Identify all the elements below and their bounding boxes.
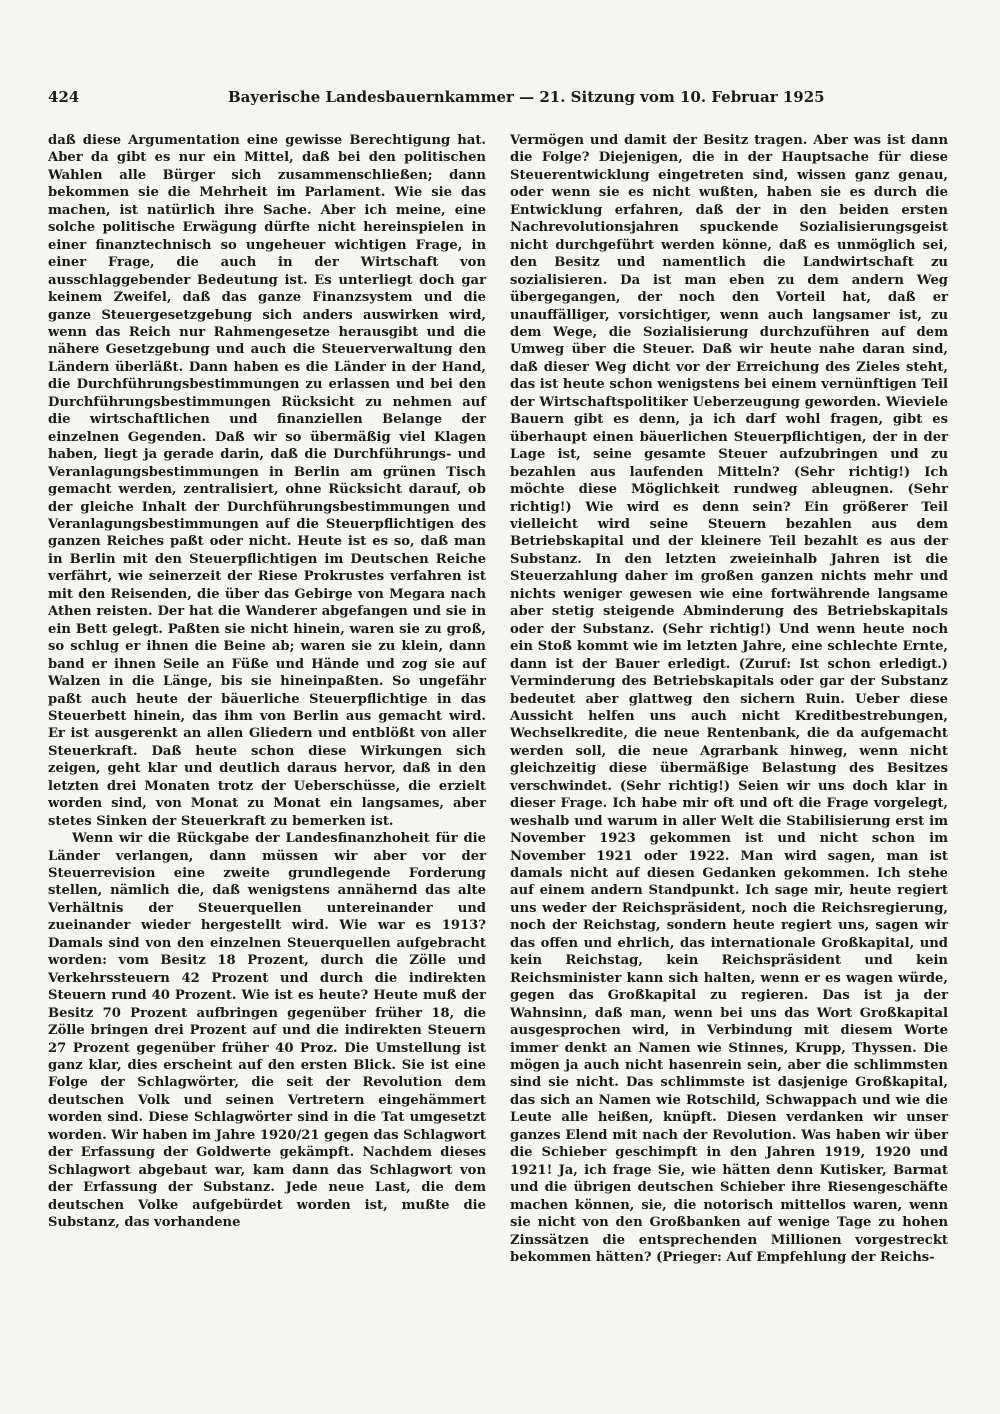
page-header: [48, 88, 825, 110]
paragraph: Wenn wir die Rückgabe der Landesfinanzhoheit für die Länder verlangen, dann müssen wir aber vor der Steuerrevision eine zweite grundlegende Forderung stellen, nämlich die, daß wenigstens annähernd das alte Verhältnis der Steuerquellen untereinander und zueinander wieder hergestellt wird. Wie war es 1913? Damals sind von den einzelnen Steuerquellen aufgebracht worden: vom Besitz 18 Prozent, durch die Zölle und Verkehrssteuern 42 Prozent und durch die indirekten Steuern rund 40 Prozent. Wie ist es heute? Heute muß der Besitz 70 Prozent aufbringen gegenüber früher 18, die Zölle bringen drei Prozent auf und die indirekten Steuern 27 Prozent gegenüber früher 40 Proz. Die Umstellung ist ganz klar, dies erscheint auf den ersten Blick. Sie ist eine Folge der Schlagwörter, die seit der Revolution dem deutschen Volk und seinen Vertretern eingehämmert worden sind. Diese Schlagwörter sind in die Tat umgesetzt worden. Wir haben im Jahre 1920/21 gegen das Schlagwort der Erfassung der Goldwerte gekämpft. Nachdem dieses Schlagwort abgebaut war, kam dann das Schlagwort von der Erfassung der Substanz. Jede neue Last, die dem deutschen Volke aufgebürdet worden ist, mußte die Substanz, das vorhandene: [48, 831, 486, 1231]
page-number: 424: [48, 88, 80, 106]
paragraph: Vermögen und damit der Besitz tragen. Aber was ist dann die Folge? Diejenigen, die in der Hauptsache für diese Steuerentwicklung eingetreten sind, wissen ganz genau, oder wenn sie es nicht wußten, haben sie es durch die Entwicklung erfahren, daß der in den beiden ersten Nachrevolutionsjahren spuckende Sozialisierungsgeist nicht durchgeführt werden könne, daß es unmöglich sei, den Besitz und namentlich die Landwirtschaft zu sozialisieren. Da ist man eben zu dem andern Weg übergegangen, der noch den Vorteil hat, daß er unauffälliger, vorsichtiger, wenn auch langsamer ist, zu dem Wege, die Sozialisierung durchzuführen auf dem Umweg über die Steuer. Daß wir heute nahe daran sind, daß dieser Weg dicht vor der Erreichung des Zieles steht, das ist heute schon wenigstens bei einem vernünftigen Teil der Wirtschaftspolitiker Ueberzeugung geworden. Wieviele Bauern gibt es denn, ja ich darf wohl fragen, gibt es überhaupt einen bäuerlichen Steuerpflichtigen, der in der Lage ist, seine gesamte Steuer aufzubringen und zu bezahlen aus laufenden Mitteln? (Sehr richtig!) Ich möchte diese Möglichkeit rundweg ableugnen. (Sehr richtig!) Wie wird es denn sein? Ein größerer Teil vielleicht wird seine Steuern bezahlen aus dem Betriebskapital und der kleinere Teil bezahlt es aus der Substanz. In den letzten zweieinhalb Jahren ist die Steuerzahlung daher im großen ganzen nichts mehr und nichts weniger gewesen wie eine fortwährende langsame aber stetig steigende Abminderung des Betriebskapitals oder der Substanz. (Sehr richtig!) Und wenn heute noch ein Stoß kommt wie im letzten Jahre, eine schlechte Ernte, dann ist der Bauer erledigt. (Zuruf: Ist schon erledigt.) Verminderung des Betriebskapitals oder gar der Substanz bedeutet aber glattweg den sichern Ruin. Ueber diese Aussicht helfen uns auch nicht Kreditbestrebungen, Wechselkredite, die neue Rentenbank, die da aufgemacht werden soll, die neue Agrarbank hinweg, wenn nicht gleichzeitig diese übermäßige Belastung des Besitzes verschwindet. (Sehr richtig!) Seien wir uns doch klar in dieser Frage. Ich habe mir oft und oft die Frage vorgelegt, weshalb und warum in aller Welt die Stabilisierung erst im November 1923 gekommen ist und nicht schon im November 1921 oder 1922. Man wird sagen, man ist damals nicht auf diesen Gedanken gekommen. Ich stehe auf einem andern Standpunkt. Ich sage mir, heute regiert uns weder der Reichspräsident, noch die Reichsregierung, noch der Reichstag, sondern heute regiert uns, sagen wir das offen und ehrlich, das internationale Großkapital, und kein Reichstag, kein Reichspräsident und kein Reichsminister kann sich halten, wenn er es wagen würde, gegen das Großkapital zu regieren. Das ist ja der Wahnsinn, daß man, wenn bei uns das Wort Großkapital ausgesprochen wird, in Verbindung mit diesem Worte immer denkt an Namen wie Stinnes, Krupp, Thyssen. Die mögen ja auch nicht hasenrein sein, aber die schlimmsten sind sie nicht. Das schlimmste ist dasjenige Großkapital, das sich an Namen wie Rotschild, Schwappach und wie die Leute alle heißen, knüpft. Diesen verdanken wir unser ganzes Elend mit nach der Revolution. Was haben wir über die Schieber geschimpft in den Jahren 1919, 1920 und 1921! Ja, ich frage Sie, wie hätten denn Kutisker, Barmat und die übrigen deutschen Schieber ihre Riesengeschäfte machen können, sie, die notorisch mittellos waren, wenn sie nicht von den Großbanken auf wenige Tage zu hohen Zinssätzen die entsprechenden Millionen vorgestreckt bekommen hätten? (Prieger: Auf Empfehlung der Reichs-: [510, 133, 948, 1265]
left-column: [48, 132, 486, 1232]
paragraph: daß diese Argumentation eine gewisse Berechtigung hat. Aber da gibt es nur ein Mittel, daß bei den politischen Wahlen alle Bürger sich zusammenschließen; dann bekommen sie die Mehrheit im Parlament. Wie sie das machen, ist natürlich ihre Sache. Aber ich meine, eine solche politische Erwägung dürfte nicht hereinspielen in einer finanztechnisch so ungeheuer wichtigen Frage, in einer Frage, die auch in der Wirtschaft von ausschlaggebender Bedeutung ist. Es unterliegt doch gar keinem Zweifel, daß das ganze Finanzsystem und die ganze Steuergesetzgebung sich anders auswirken wird, wenn das Reich nur Rahmengesetze herausgibt und die nähere Gesetzgebung und auch die Steuerverwaltung den Ländern überläßt. Dann haben es die Länder in der Hand, die Durchführungsbestimmungen zu erlassen und bei den Durchführungsbestimmungen Rücksicht zu nehmen auf die wirtschaftlichen und finanziellen Belange der einzelnen Gegenden. Daß wir so übermäßig viel Klagen haben, liegt ja gerade darin, daß die Durchführungs- und Veranlagungsbestimmungen in Berlin am grünen Tisch gemacht werden, zentralisiert, ohne Rücksicht darauf, ob der gleiche Inhalt der Durchführungsbestimmungen und Veranlagungsbestimmungen auf die Steuerpflichtigen des ganzen Reiches paßt oder nicht. Heute ist es so, daß man in Berlin mit den Steuerpflichtigen im Deutschen Reiche verfährt, wie seinerzeit der Riese Prokrustes verfahren ist mit den Reisenden, die über das Gebirge von Megara nach Athen reisten. Der hat die Wanderer abgefangen und sie in ein Bett gelegt. Paßten sie nicht hinein, waren sie zu groß, so schlug er ihnen die Beine ab; waren sie zu klein, dann band er ihnen Seile an Füße und Hände und zog sie auf Walzen in die Länge, bis sie hineinpaßten. So ungefähr paßt auch heute der bäuerliche Steuerpflichtige in das Steuerbett hinein, das ihm von Berlin aus gemacht wird. Er ist ausgerenkt an allen Gliedern und entblößt von aller Steuerkraft. Daß heute schon diese Wirkungen sich zeigen, geht klar und deutlich daraus hervor, daß in den letzten drei Monaten trotz der Ueberschüsse, die erzielt worden sind, von Monat zu Monat ein langsames, aber stetes Sinken der Steuerkraft zu bemerken ist.: [48, 133, 486, 829]
right-column: [510, 132, 948, 1266]
running-head: Bayerische Landesbauernkammer — 21. Sitzung vom 10. Februar 1925: [228, 88, 825, 106]
